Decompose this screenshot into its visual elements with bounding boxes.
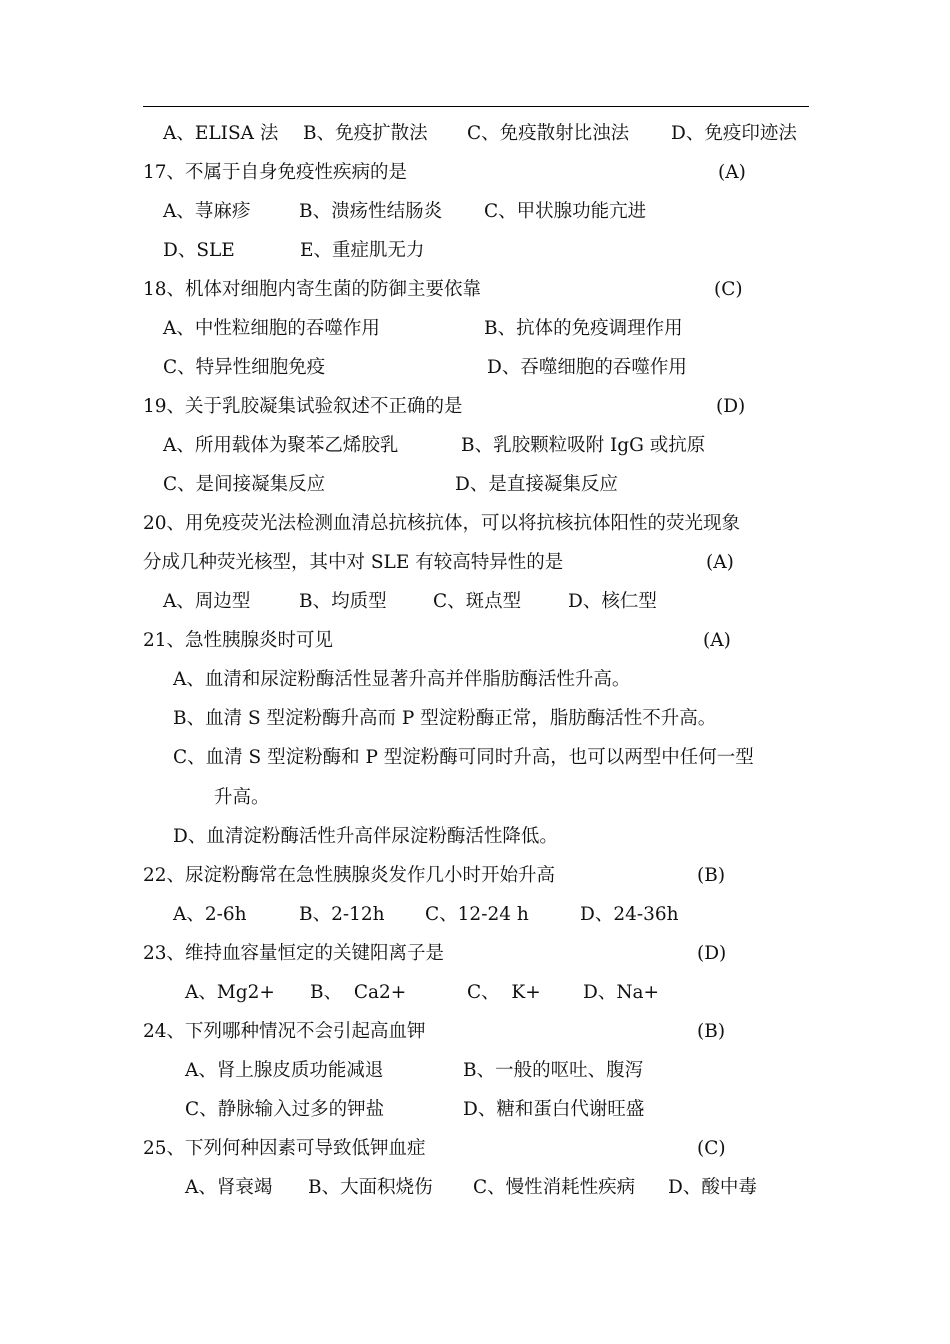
q18-stem: 18、机体对细胞内寄生菌的防御主要依靠 [143,279,482,300]
q21-option-d: D、血清淀粉酶活性升高伴尿淀粉酶活性降低。 [173,826,558,847]
q18-option-b: B、抗体的免疫调理作用 [484,318,683,339]
q23-option-a: A、Mg2+ [185,982,275,1003]
q23-option-d: D、Na+ [583,982,660,1003]
q25-stem: 25、下列何种因素可导致低钾血症 [143,1138,426,1159]
q16-option-a: A、ELISA 法 [163,123,279,144]
q21-option-b: B、血清 S 型淀粉酶升高而 P 型淀粉酶正常，脂肪酶活性不升高。 [173,708,717,729]
q21-option-c-line1: C、血清 S 型淀粉酶和 P 型淀粉酶可同时升高，也可以两型中任何一型 [173,747,754,768]
q23-stem: 23、维持血容量恒定的关键阳离子是 [143,943,445,964]
q24-option-a: A、肾上腺皮质功能减退 [185,1060,384,1081]
q20-option-c: C、斑点型 [433,591,522,612]
q24-option-b: B、一般的呕吐、腹泻 [463,1060,644,1081]
q22-answer: (B) [697,865,726,886]
q17-option-e: E、重症肌无力 [300,240,425,261]
q19-option-b: B、乳胶颗粒吸附 IgG 或抗原 [461,435,706,456]
q22-option-c: C、12-24 h [425,904,529,925]
q16-option-c: C、免疫散射比浊法 [467,123,630,144]
q25-option-a: A、肾衰竭 [185,1177,273,1198]
q18-option-a: A、中性粒细胞的吞噬作用 [163,318,380,339]
q23-option-b: B、 Ca2+ [310,982,407,1003]
q20-option-a: A、周边型 [163,591,251,612]
q25-option-c: C、慢性消耗性疾病 [473,1177,636,1198]
q18-answer: (C) [714,279,743,300]
q17-option-d: D、SLE [163,240,235,261]
q17-option-c: C、甲状腺功能亢进 [484,201,647,222]
q23-option-c: C、 K+ [467,982,541,1003]
q24-answer: (B) [697,1021,726,1042]
q20-option-d: D、核仁型 [568,591,657,612]
q17-answer: (A) [718,162,746,183]
q18-option-d: D、吞噬细胞的吞噬作用 [487,357,687,378]
q25-option-d: D、酸中毒 [668,1177,757,1198]
q21-answer: (A) [703,630,731,651]
q16-option-d: D、免疫印迹法 [671,123,797,144]
q19-option-d: D、是直接凝集反应 [455,474,618,495]
q18-option-c: C、特异性细胞免疫 [163,357,326,378]
q20-option-b: B、均质型 [299,591,387,612]
q24-stem: 24、下列哪种情况不会引起高血钾 [143,1021,426,1042]
q22-option-d: D、24-36h [580,904,679,925]
q22-option-b: B、2-12h [299,904,385,925]
q16-option-b: B、免疫扩散法 [303,123,428,144]
q17-stem: 17、不属于自身免疫性疾病的是 [143,162,408,183]
q17-option-b: B、溃疡性结肠炎 [299,201,443,222]
q19-answer: (D) [716,396,746,417]
q21-stem: 21、急性胰腺炎时可见 [143,630,334,651]
q21-option-c-line2: 升高。 [214,787,270,808]
q19-option-c: C、是间接凝集反应 [163,474,326,495]
q22-option-a: A、2-6h [173,904,247,925]
q20-answer: (A) [706,552,734,573]
q20-stem-line2: 分成几种荧光核型，其中对 SLE 有较高特异性的是 [143,552,564,573]
q22-stem: 22、尿淀粉酶常在急性胰腺炎发作几小时开始升高 [143,865,556,886]
q21-option-a: A、血清和尿淀粉酶活性显著升高并伴脂肪酶活性升高。 [173,669,631,690]
q25-option-b: B、大面积烧伤 [308,1177,433,1198]
q23-answer: (D) [697,943,727,964]
q19-option-a: A、所用载体为聚苯乙烯胶乳 [163,435,399,456]
q20-stem-line1: 20、用免疫荧光法检测血清总抗核抗体，可以将抗核抗体阳性的荧光现象 [143,513,741,534]
q25-answer: (C) [697,1138,726,1159]
q19-stem: 19、关于乳胶凝集试验叙述不正确的是 [143,396,463,417]
q17-option-a: A、荨麻疹 [163,201,251,222]
q24-option-c: C、静脉输入过多的钾盐 [185,1099,385,1120]
q24-option-d: D、糖和蛋白代谢旺盛 [463,1099,645,1120]
header-rule [143,106,809,107]
